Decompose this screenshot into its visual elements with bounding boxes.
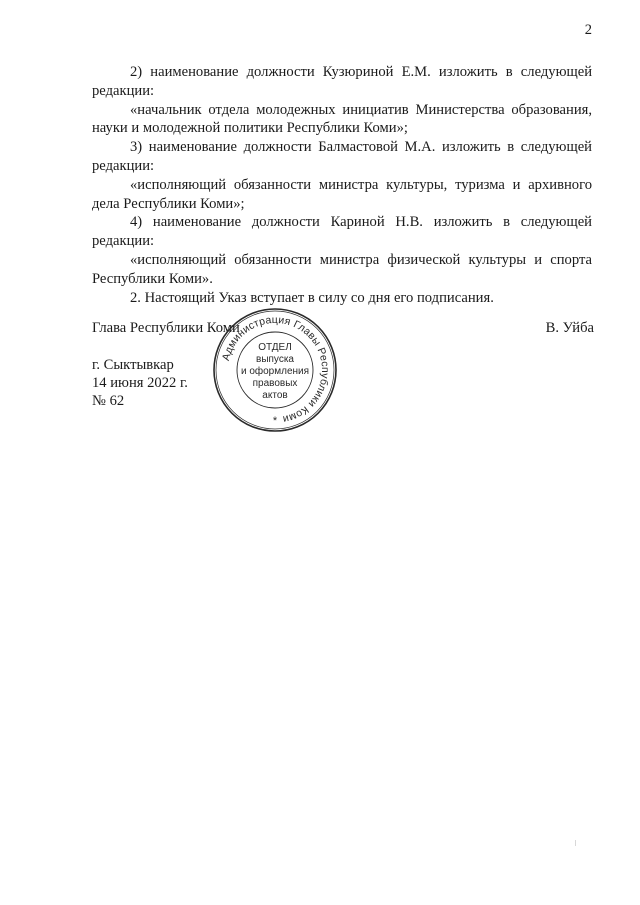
paragraph-item-4: 4) наименование должности Кариной Н.В. изложить в следующей редакции: <box>92 214 592 250</box>
paragraph-quote-3: «исполняющий обязанности министра культуры, туризма и архивного дела Республики Коми»; <box>92 176 592 212</box>
official-seal-stamp <box>211 306 339 434</box>
paragraph-effective-clause: 2. Настоящий Указ вступает в силу со дня его подписания. <box>130 289 494 306</box>
seal-line-2: выпуска <box>256 354 294 365</box>
paragraph-item-2: 2) наименование должности Кузюриной Е.М. изложить в следующей редакции: <box>92 64 592 99</box>
seal-line-4: правовых <box>252 378 298 389</box>
scan-artifact-mark <box>575 840 576 846</box>
seal-line-5: актов <box>262 390 288 401</box>
seal-ring-text: Администрация Главы Республики Коми <box>219 313 332 426</box>
document-body <box>92 63 592 307</box>
seal-line-1: ОТДЕЛ <box>258 342 292 353</box>
paragraph-quote-4: «исполняющий обязанности министра физической культуры и спорта Республики Коми». <box>92 251 592 287</box>
city: г. Сыктывкар <box>92 357 174 373</box>
signatory-name: В. Уйба <box>545 320 594 336</box>
decree-date: 14 июня 2022 г. <box>92 375 188 391</box>
page-number: 2 <box>584 22 592 38</box>
paragraph-quote-2: «начальник отдела молодежных инициатив Министерства образования, науки и молодежной политики Республики Коми»; <box>92 101 592 137</box>
signatory-title: Глава Республики Коми <box>92 320 240 336</box>
decree-number: № 62 <box>92 393 125 409</box>
seal-line-3: и оформления <box>240 366 310 377</box>
place-date-block <box>92 356 188 410</box>
seal-star-icon: * <box>272 415 278 427</box>
paragraph-item-3: 3) наименование должности Балмастовой М.А. изложить в следующей редакции: <box>92 139 592 174</box>
